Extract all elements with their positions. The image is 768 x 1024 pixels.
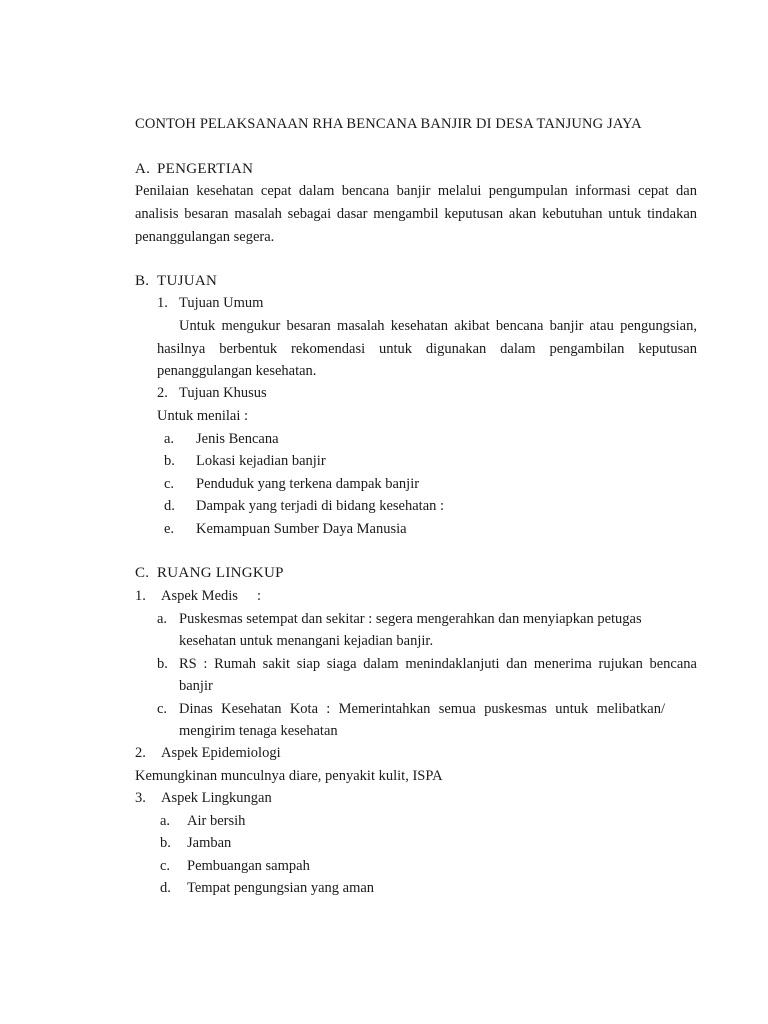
aspek-medis-item-b-line-1: RS : Rumah sakit siap siaga dalam menindaklanjuti dan menerima rujukan bencana <box>179 656 697 672</box>
tujuan-khusus-letter-a: a. <box>164 431 175 447</box>
tujuan-khusus-letter-e: e. <box>164 521 175 537</box>
tujuan-umum-line-1: Untuk mengukur besaran masalah kesehatan akibat bencana banjir atau pengungsian, <box>179 318 697 334</box>
aspek-lingkungan-item-d: Tempat pengungsian yang aman <box>187 880 375 896</box>
aspek-lingkungan-letter-a: a. <box>160 813 171 829</box>
aspek-lingkungan-letter-b: b. <box>160 835 171 851</box>
aspek-epidemiologi-number: 2. <box>135 745 146 761</box>
tujuan-khusus-item-e: Kemampuan Sumber Daya Manusia <box>196 521 407 537</box>
section-a-number: A. <box>135 161 151 177</box>
section-b-number: B. <box>135 273 150 289</box>
aspek-epidemiologi-label: Aspek Epidemiologi <box>161 745 281 761</box>
tujuan-khusus-letter-c: c. <box>164 476 175 492</box>
aspek-medis-item-b-line-2: banjir <box>179 678 213 694</box>
tujuan-khusus-intro: Untuk menilai : <box>157 408 249 424</box>
aspek-medis-item-c-line-2: mengirim tenaga kesehatan <box>179 723 338 739</box>
aspek-lingkungan-item-b: Jamban <box>187 835 232 851</box>
tujuan-khusus-letter-b: b. <box>164 453 175 469</box>
aspek-medis-item-c-line-1: Dinas Kesehatan Kota : Memerintahkan semua puskesmas untuk melibatkan/ <box>179 701 665 717</box>
section-b-heading: TUJUAN <box>157 273 218 289</box>
aspek-lingkungan-number: 3. <box>135 790 146 806</box>
aspek-lingkungan-item-c: Pembuangan sampah <box>187 858 310 874</box>
aspek-lingkungan-letter-d: d. <box>160 880 171 896</box>
tujuan-khusus-item-a: Jenis Bencana <box>196 431 279 447</box>
section-a-heading: PENGERTIAN <box>157 161 254 177</box>
section-a-line-1: Penilaian kesehatan cepat dalam bencana banjir melalui pengumpulan informasi cepat dan <box>135 183 697 199</box>
tujuan-khusus-item-c: Penduduk yang terkena dampak banjir <box>196 476 420 492</box>
tujuan-umum-number: 1. <box>157 295 168 311</box>
tujuan-khusus-item-b: Lokasi kejadian banjir <box>196 453 326 469</box>
aspek-medis-item-a-line-1: Puskesmas setempat dan sekitar : segera mengerahkan dan menyiapkan petugas <box>179 611 642 627</box>
tujuan-umum-label: Tujuan Umum <box>179 295 264 311</box>
section-a-line-2: analisis besaran masalah sebagai dasar mengambil keputusan akan kebutuhan untuk tindakan <box>135 206 697 222</box>
aspek-medis-letter-b: b. <box>157 656 168 672</box>
tujuan-umum-line-3: penanggulangan kesehatan. <box>157 363 317 379</box>
aspek-medis-number: 1. <box>135 588 146 604</box>
section-c-number: C. <box>135 565 150 581</box>
aspek-lingkungan-label: Aspek Lingkungan <box>161 790 272 806</box>
section-a-line-3: penanggulangan segera. <box>135 229 275 245</box>
tujuan-khusus-label: Tujuan Khusus <box>179 385 267 401</box>
aspek-medis-letter-a: a. <box>157 611 168 627</box>
aspek-medis-label: Aspek Medis <box>161 588 238 604</box>
aspek-medis-colon: : <box>257 588 262 604</box>
aspek-medis-letter-c: c. <box>157 701 168 717</box>
aspek-lingkungan-letter-c: c. <box>160 858 171 874</box>
aspek-epidemiologi-text: Kemungkinan munculnya diare, penyakit kulit, ISPA <box>135 768 443 784</box>
section-c-heading: RUANG LINGKUP <box>157 565 284 581</box>
aspek-medis-item-a-line-2: kesehatan untuk menangani kejadian banjir. <box>179 633 434 649</box>
tujuan-khusus-item-d: Dampak yang terjadi di bidang kesehatan : <box>196 498 445 514</box>
tujuan-khusus-letter-d: d. <box>164 498 175 514</box>
tujuan-khusus-number: 2. <box>157 385 168 401</box>
document-title: CONTOH PELAKSANAAN RHA BENCANA BANJIR DI DESA TANJUNG JAYA <box>135 116 642 132</box>
tujuan-umum-line-2: hasilnya berbentuk rekomendasi untuk digunakan dalam pengambilan keputusan <box>157 341 697 357</box>
aspek-lingkungan-item-a: Air bersih <box>187 813 246 829</box>
